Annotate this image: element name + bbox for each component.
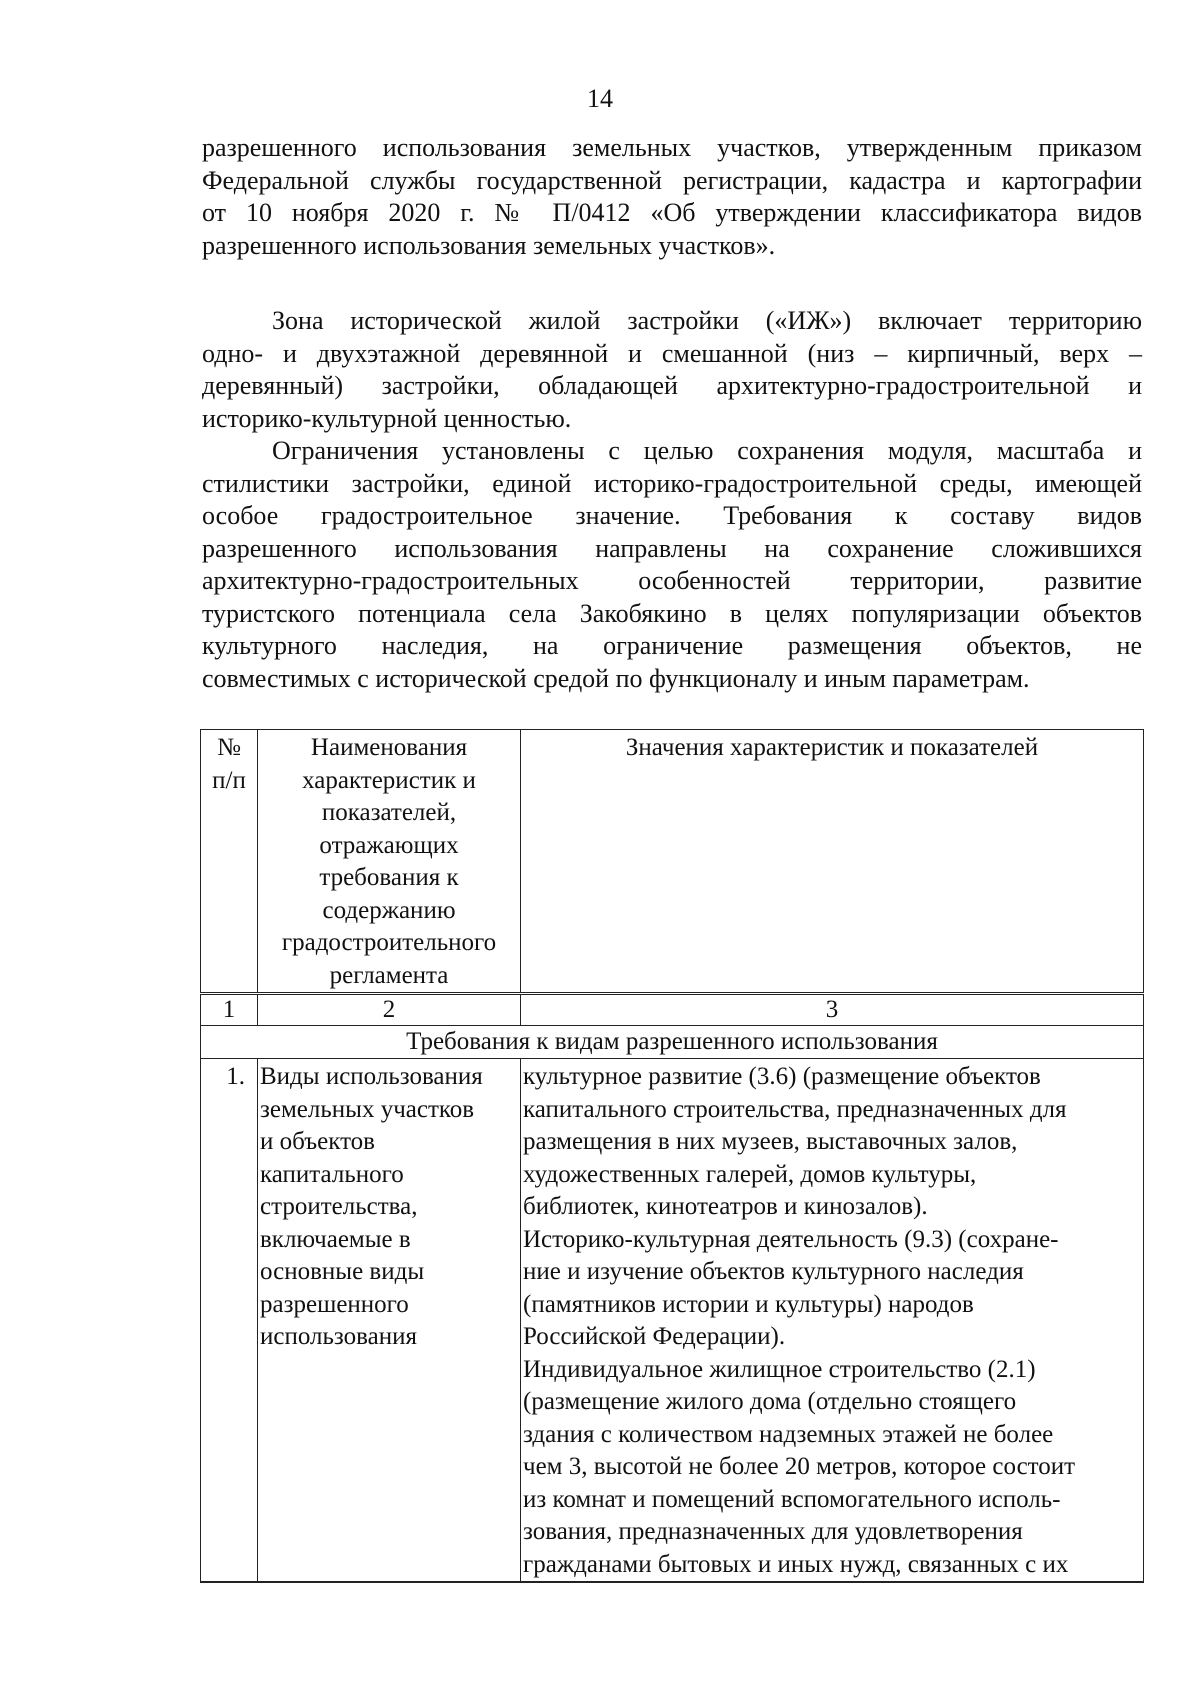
- header-text: отражающих: [319, 831, 459, 859]
- cell-text: библиотек, кинотеатров и кинозалов).: [523, 1193, 928, 1220]
- text-line: разрешенного использования земельных участков».: [202, 230, 776, 260]
- cell-text: (размещение жилого дома (отдельно стоящего: [523, 1388, 1017, 1415]
- row-number: 1.: [201, 1059, 258, 1583]
- text-line: стилистики застройки, единой историко-градостроительной среды, имеющей: [202, 468, 1142, 498]
- header-text: п/п: [212, 766, 246, 794]
- text-line: одно- и двухэтажной деревянной и смешанной (низ – кирпичный, верх –: [202, 338, 1142, 368]
- text-line: деревянный) застройки, обладающей архитектурно-градостроительной и: [202, 371, 1142, 400]
- header-text: градостроительного: [281, 929, 497, 956]
- header-text: характеристик и: [302, 766, 476, 794]
- cell-text: использования: [260, 1323, 417, 1350]
- cell-text: строительства,: [260, 1193, 418, 1220]
- cell-text: гражданами бытовых и иных нужд, связанных с их: [523, 1550, 1069, 1578]
- cell-text: и объектов: [260, 1128, 375, 1155]
- header-cell-values: [521, 730, 1144, 994]
- text-line: культурного наследия, на ограничение размещения объектов, не: [202, 631, 1142, 660]
- text-line: разрешенного использования земельных участков, утвержденным приказом: [202, 133, 1142, 162]
- header-text: требования к: [319, 864, 459, 891]
- header-text: Наименования: [310, 734, 468, 761]
- column-number: 3: [521, 994, 1144, 1026]
- text-line: Ограничения установлены с целью сохранения модуля, масштаба и: [272, 436, 1142, 465]
- cell-text: основные виды: [260, 1258, 425, 1285]
- cell-text: здания с количеством надземных этажей не более: [523, 1420, 1054, 1448]
- column-number: 1: [201, 994, 258, 1026]
- cell-text: ние и изучение объектов культурного наследия: [523, 1258, 1024, 1285]
- cell-text: Индивидуальное жилищное строительство (2.1): [523, 1355, 1036, 1383]
- paragraph-2: [202, 305, 1142, 435]
- cell-text: разрешенного: [260, 1290, 409, 1318]
- header-text: Значения характеристик и показателей: [625, 734, 1039, 761]
- cell-text: художественных галерей, домов культуры,: [523, 1160, 977, 1188]
- page-number: 14: [587, 84, 613, 113]
- section-title: Требования к видам разрешенного использования: [201, 1026, 1144, 1059]
- cell-text: Историко-культурная деятельность (9.3) (сохране-: [523, 1225, 1059, 1253]
- header-cell-number: [201, 730, 258, 994]
- row-value-cell: [521, 1059, 1144, 1583]
- paragraph-1: [202, 132, 1142, 262]
- text-line: Зона исторической жилой застройки («ИЖ») включает территорию: [272, 306, 1142, 335]
- text-line: от 10 ноября 2020 г. № П/0412 «Об утверждении классификатора видов: [202, 198, 1142, 227]
- section-title-row: [201, 1026, 1144, 1059]
- paragraph-3: [202, 435, 1142, 695]
- cell-text: Российской Федерации).: [523, 1323, 786, 1350]
- cell-text: культурное развитие (3.6) (размещение объектов: [523, 1063, 1041, 1090]
- cell-text: земельных участков: [260, 1095, 475, 1123]
- table-row: [201, 1059, 1144, 1583]
- text-line: особое градостроительное значение. Требования к составу видов: [202, 501, 1142, 530]
- cell-text: включаемые в: [260, 1225, 411, 1253]
- cell-text: зования, предназначенных для удовлетворения: [523, 1518, 1023, 1545]
- text-line: совместимых с исторической средой по функционалу и иным параметрам.: [202, 663, 1030, 693]
- column-number: 2: [258, 994, 521, 1026]
- text-line: туристского потенциала села Закобякино в целях популяризации объектов: [202, 598, 1142, 628]
- header-text: показателей,: [321, 799, 457, 826]
- header-text: содержанию: [322, 896, 456, 924]
- cell-text: капитального: [260, 1160, 404, 1188]
- cell-text: чем 3, высотой не более 20 метров, которое состоит: [523, 1453, 1076, 1480]
- header-text: №: [217, 734, 241, 761]
- table-header-row: [201, 730, 1144, 994]
- cell-text: размещения в них музеев, выставочных залов,: [523, 1128, 1018, 1155]
- cell-text: Виды использования: [260, 1063, 483, 1090]
- cell-text: капитального строительства, предназначенных для: [523, 1095, 1067, 1123]
- header-text: регламента: [329, 961, 449, 989]
- column-number-row: [201, 994, 1144, 1026]
- header-cell-name: [258, 730, 521, 994]
- cell-text: из комнат и помещений вспомогательного исполь-: [523, 1485, 1061, 1513]
- row-name-cell: [258, 1059, 521, 1583]
- cell-text: (памятников истории и культуры) народов: [523, 1290, 974, 1318]
- text-line: архитектурно-градостроительных особенностей территории, развитие: [202, 566, 1142, 595]
- text-line: разрешенного использования направлены на сохранение сложившихся: [202, 533, 1142, 563]
- text-line: Федеральной службы государственной регистрации, кадастра и картографии: [202, 165, 1142, 195]
- text-line: историко-культурной ценностью.: [202, 403, 572, 433]
- regulation-table: [200, 729, 1144, 1583]
